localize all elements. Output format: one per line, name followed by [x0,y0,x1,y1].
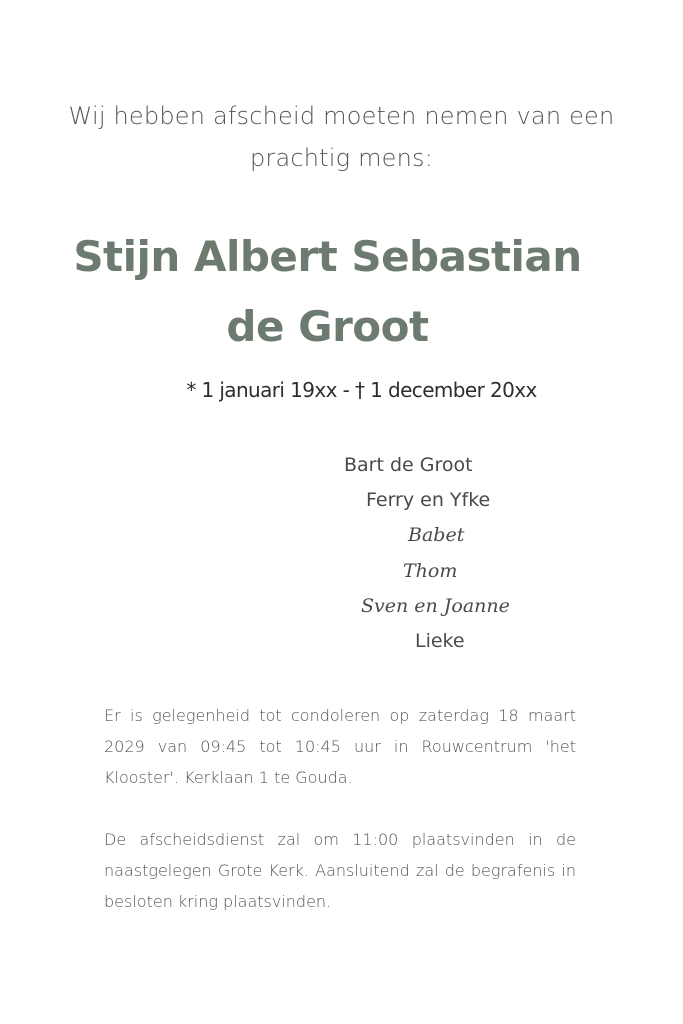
intro-line-1: Wij hebben afscheid moeten nemen van een [68,102,615,130]
family-member: Thom [403,560,458,582]
intro-line-2: prachtig mens: [249,144,434,172]
service-details [104,700,576,948]
family-member: Babet [408,524,465,546]
family-member: Sven en Joanne [361,595,510,617]
family-member: Bart de Groot [344,454,473,476]
family-list [0,448,683,668]
name-line-1: Stijn Albert Sebastian [73,232,582,281]
name-line-2: de Groot [226,302,429,351]
service-paragraph: De afscheidsdienst zal om 11:00 plaatsvinden in de naastgelegen Grote Kerk. Aansluitend zal de begrafenis in besloten kring plaatsvinden. [104,830,576,911]
family-member: Ferry en Yfke [366,489,491,511]
deceased-name [20,222,635,362]
family-member: Lieke [415,630,465,652]
condolence-paragraph: Er is gelegenheid tot condoleren op zaterdag 18 maart 2029 van 09:45 tot 10:45 uur in Rouwcentrum 'het Klooster'. Kerklaan 1 te Gouda. [104,706,576,787]
intro-text [40,95,643,179]
life-dates: * 1 januari 19xx - † 1 december 20xx [186,378,537,402]
